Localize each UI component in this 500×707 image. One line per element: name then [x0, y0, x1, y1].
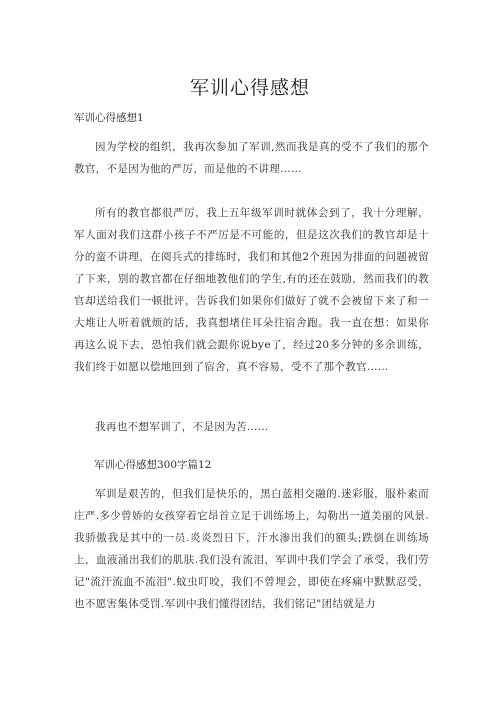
paragraph: 所有的教官都很严厉，我上五年级军训时就体会到了，我十分理解，军人面对我们这群小孩子不严厉是不可能的，但是这次我们的教官却是十分的蛮不讲理，在阅兵式的排练时，我们和其他2个班因为排面的问题被留了下来，别的教官都在仔细地教他们的学生,有的还在鼓励，然而我们的教官却送给我们一顿批评，告诉我们如果你们做好了就不会被留下来了和一大堆让人听着就烦的话，我真想堵住耳朵往宿舍跑。我一直在想：如果你再这么说下去，恐怕我们就会跟你说bye了，经过20多分钟的多余训练，我们终于如愿以偿地回到了宿舍，真不容易，受不了那个教官……	[74, 207, 429, 373]
paragraph: 因为学校的组织，我再次参加了军训,然而我是真的受不了我们的那个教官，不是因为他的严厉，而是他的不讲理……	[74, 141, 429, 175]
paragraph: 我再也不想军训了，不是因为苦……	[95, 421, 269, 433]
document-title: 军训心得感想	[189, 77, 310, 99]
section-heading: 军训心得感想1	[74, 112, 144, 124]
paragraph: 军训是艰苦的，但我们是快乐的，黑白蓝相交融的.迷彩服，服朴素而庄严.多少曾娇的女孩穿着它昂首立足于训练场上，勾勒出一道美丽的风景.我骄傲我是其中的一员.炎炎烈日下，汗水渗出我们的额头;跌倒在训练场上，血液涌出我们的肌肤.我们没有流泪，军训中我们学会了承受，我们劳记"流汗流血不流泪".蚊虫叮咬，我们不曾埋会，即使在疼痛中默默忍受，也不愿害集体受罚.军训中我们懂得团结，我们铭记"团结就是力	[74, 488, 429, 610]
section-heading: 军训心得感想300字篇12	[94, 459, 212, 471]
